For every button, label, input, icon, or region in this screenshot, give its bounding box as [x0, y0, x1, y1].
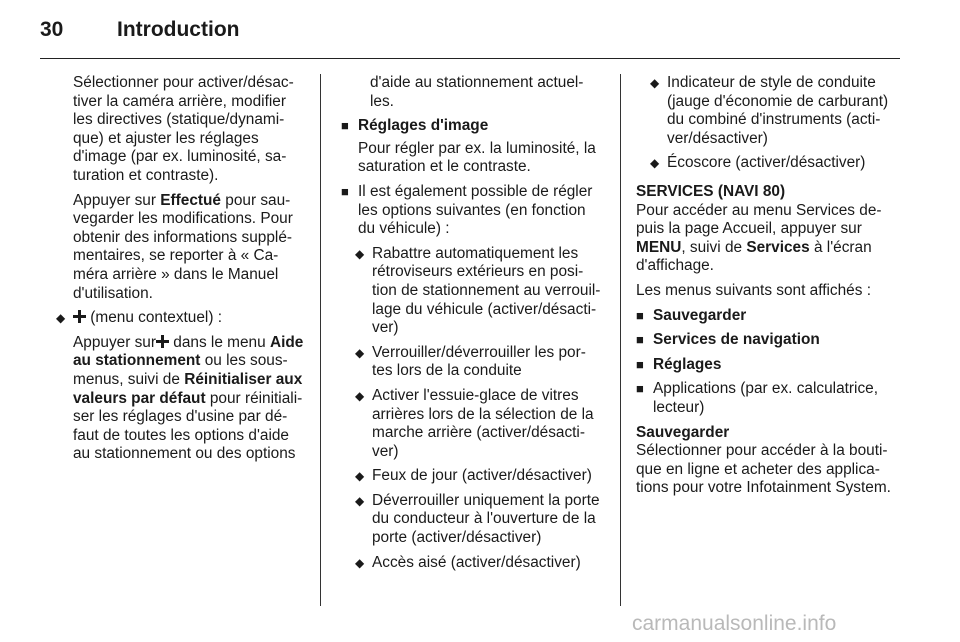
- diamond-bullet-icon: ◆: [355, 345, 365, 360]
- square-bullet-icon: ■: [341, 118, 349, 134]
- diamond-bullet-icon: ◆: [355, 388, 365, 403]
- paragraph: Les menus suivants sont affichés :: [636, 281, 871, 299]
- square-bullet-icon: ■: [636, 332, 644, 348]
- page-title: Introduction: [117, 18, 240, 41]
- paragraph: Pour régler par ex. la luminosité, la saturation et le contraste.: [358, 139, 596, 176]
- diamond-item: ◆ Écoscore (activer/désactiver): [650, 154, 866, 172]
- bold-term: Réinitialiser aux valeurs par défaut: [73, 370, 303, 407]
- section-heading: SERVICES (NAVI 80): [636, 182, 786, 200]
- diamond-item: ◆ (menu contextuel) :: [56, 309, 223, 327]
- diamond-bullet-icon: ◆: [56, 311, 66, 326]
- paragraph: d'aide au stationnement actuel-les.: [370, 74, 584, 110]
- bold-term: Réglages d'image: [358, 117, 489, 135]
- diamond-bullet-icon: ◆: [355, 246, 365, 261]
- paragraph: Sélectionner pour activer/désac-tiver la caméra arrière, modifier les directives (statique/dynami-que) et ajuster les réglages d'image (par ex. luminosité, sa-turation et contraste).: [73, 74, 294, 184]
- section-heading: Sauvegarder: [636, 423, 730, 441]
- square-bullet-icon: ■: [636, 356, 644, 372]
- square-item: ■ Il est également possible de régler les options suivantes (en fonction du véhicule) :: [341, 182, 593, 238]
- page-number: 30: [40, 18, 64, 41]
- diamond-bullet-icon: ◆: [355, 469, 365, 484]
- header-rule: [40, 58, 900, 59]
- paragraph: Sélectionner pour accéder à la bouti-que en ligne et acheter des applica-tions pour votre Infotainment System.: [636, 442, 891, 497]
- diamond-item: ◆ Verrouiller/déverrouiller les por-tes lors de la conduite: [355, 343, 586, 380]
- diamond-bullet-icon: ◆: [650, 156, 660, 171]
- square-item: [341, 117, 603, 136]
- paragraph: Appuyer sur Effectué pour sau-vegarder les modifications. Pour obtenir des informations supplé-mentaires, se reporter à « Ca-méra arrière » dans le Manuel d'utilisation.: [73, 191, 293, 302]
- plus-icon: [156, 335, 169, 348]
- diamond-bullet-icon: ◆: [355, 493, 365, 508]
- watermark: carmanualsonline.info: [632, 612, 837, 635]
- bold-term: Effectué: [160, 191, 221, 209]
- square-item: ■ Applications (par ex. calculatrice, lecteur): [636, 380, 878, 416]
- bold-term: MENU: [636, 238, 682, 256]
- square-item: ■ Sauvegarder: [636, 306, 747, 324]
- paragraph: Appuyer sur dans le menu Aide au stationnement ou les sous-menus, suivi de Réinitialiser aux valeurs par défaut pour réinitiali-ser les réglages d'usine par dé-faut de toutes les options d'aide au stationnement ou des options: [73, 333, 304, 463]
- diamond-item: ◆ Rabattre automatiquement les rétroviseurs extérieurs en posi-tion de stationnement au verrouil-lage du véhicule (activer/désacti-ver): [355, 244, 601, 337]
- paragraph: Pour accéder au menu Services de-puis la page Accueil, appuyer sur MENU, suivi de Services à l'écran d'affichage.: [636, 201, 882, 275]
- column-3: [636, 74, 906, 498]
- column-divider-2: [620, 74, 621, 606]
- diamond-item: ◆ Activer l'essuie-glace de vitres arrières lors de la sélection de la marche arrière (activer/désacti-ver): [355, 386, 594, 460]
- diamond-item: ◆ Accès aisé (activer/désactiver): [355, 553, 581, 571]
- square-item: ■ Réglages: [636, 355, 722, 373]
- bold-term: Aide au stationnement: [73, 333, 304, 370]
- bold-term: Services: [746, 238, 810, 256]
- square-bullet-icon: ■: [636, 307, 644, 323]
- diamond-item: ◆ Feux de jour (activer/désactiver): [355, 467, 592, 485]
- column-divider-1: [320, 74, 321, 606]
- diamond-bullet-icon: ◆: [650, 76, 660, 90]
- diamond-item: ◆ Déverrouiller uniquement la porte du conducteur à l'ouverture de la porte (activer/désactiver): [355, 491, 600, 547]
- diamond-item: ◆ Indicateur de style de conduite (jauge d'économie de carburant) du combiné d'instruments (acti-ver/désactiver): [650, 74, 889, 147]
- square-bullet-icon: ■: [636, 381, 644, 397]
- diamond-bullet-icon: ◆: [355, 555, 365, 570]
- column-1: [56, 74, 306, 464]
- plus-icon: [73, 310, 86, 323]
- column-2: [341, 74, 603, 572]
- square-bullet-icon: ■: [341, 183, 349, 199]
- square-item: ■ Services de navigation: [636, 331, 820, 349]
